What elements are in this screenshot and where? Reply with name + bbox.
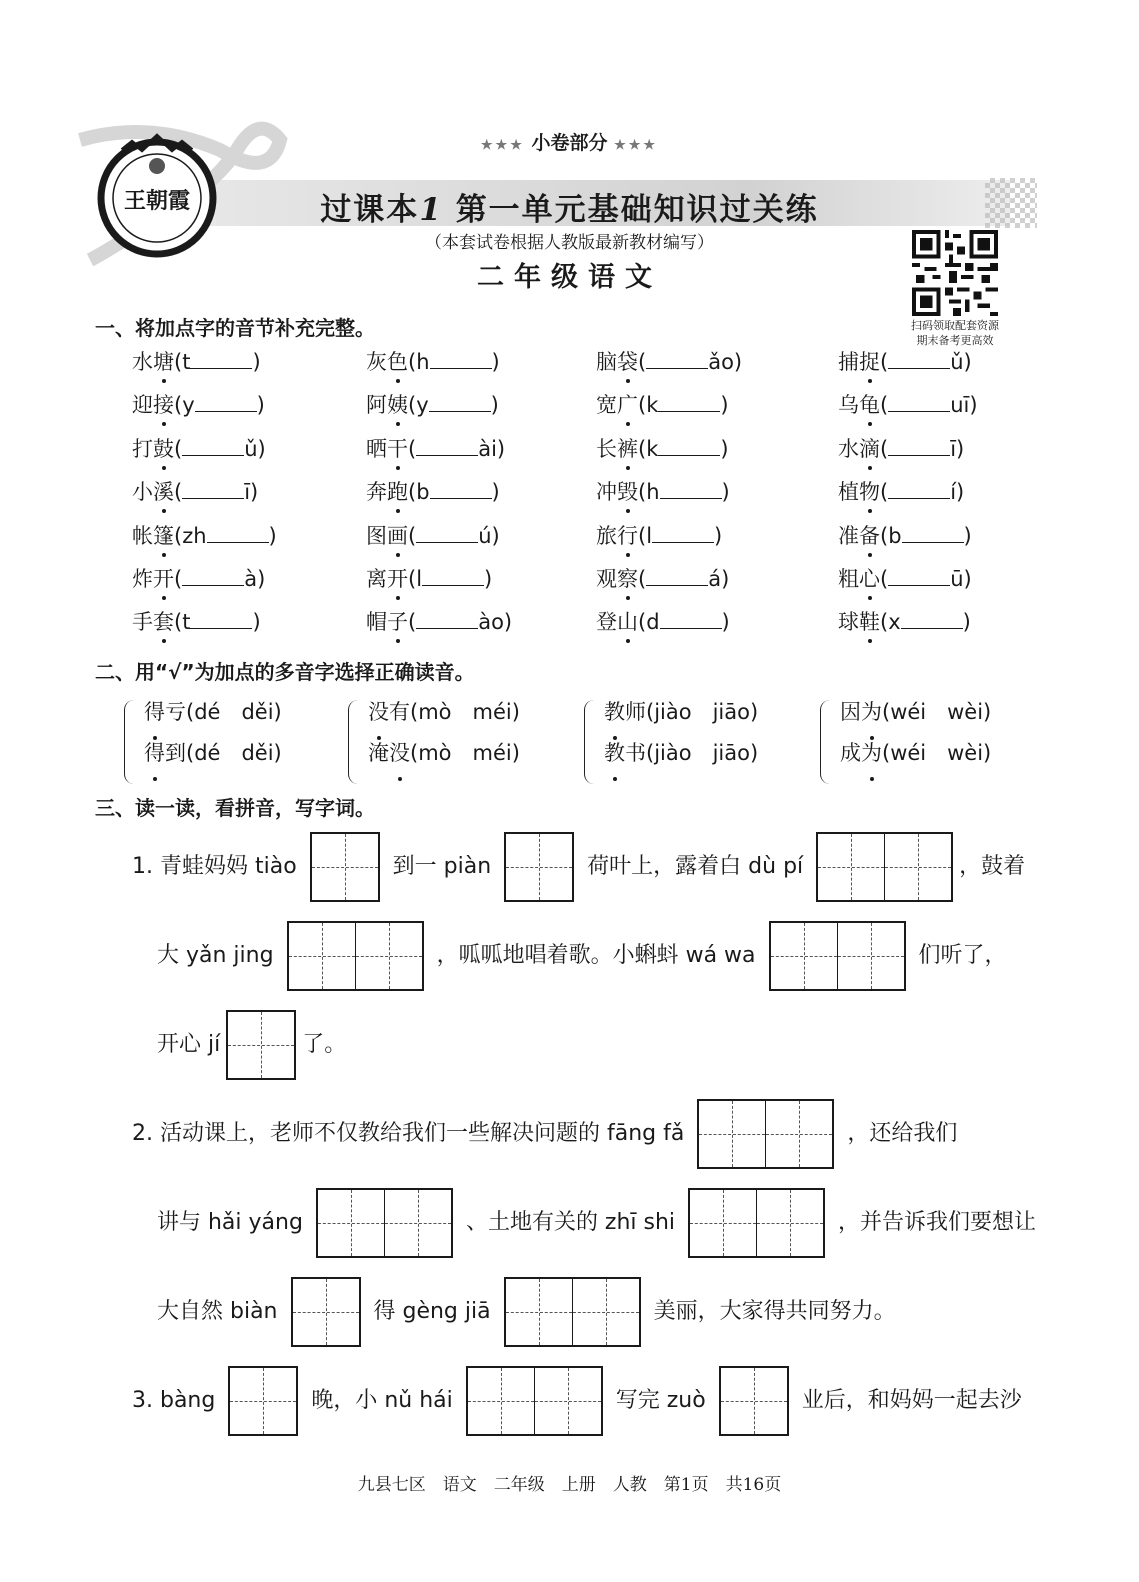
pinyin-item <box>838 476 964 506</box>
pinyin-item <box>132 389 265 419</box>
reading-options: (jiào jiāo) <box>646 700 759 724</box>
grade-subject: 二年级语文 <box>477 262 662 293</box>
dotted-char: 篷 <box>153 520 174 550</box>
dotted-char: 溪 <box>153 476 174 506</box>
polyphone-char: 教 <box>604 733 625 774</box>
pinyin-item <box>132 433 266 463</box>
plain-char: 晒 <box>366 436 387 461</box>
plain-char: 帐 <box>132 523 153 548</box>
section-tag <box>0 128 1139 155</box>
pinyin-suffix: ) <box>252 350 261 374</box>
pinyin-suffix: ) <box>714 523 723 548</box>
pinyin-item <box>596 346 742 376</box>
pinyin-prefix: (y <box>174 393 195 418</box>
p2-line1 <box>132 1099 957 1169</box>
pinyin-item <box>132 476 258 506</box>
p1-line2 <box>157 921 1007 991</box>
pinyin-prefix: (k <box>638 436 659 461</box>
plain-char: 长 <box>596 436 617 461</box>
pinyin-suffix: ū) <box>950 567 972 591</box>
subtitle: （本套试卷根据人教版最新教材编写） <box>425 233 714 253</box>
answer-blank[interactable] <box>888 395 950 412</box>
word-rest: 书 <box>625 741 646 765</box>
plain-char: 灰 <box>366 350 387 374</box>
plain-char: 观 <box>596 567 617 591</box>
pinyin-item <box>596 433 729 463</box>
answer-blank[interactable] <box>888 482 950 499</box>
writing-box-wawa[interactable] <box>769 921 906 991</box>
dotted-char: 姨 <box>387 389 408 419</box>
title-main: 第一单元基础知识过关练 <box>455 192 819 228</box>
pinyin-prefix: ( <box>880 480 889 505</box>
pinyin-item <box>366 433 505 463</box>
writing-box-dupi[interactable] <box>816 832 953 902</box>
pinyin-suffix: ) <box>963 523 972 548</box>
pinyin-item <box>838 520 972 550</box>
qr-code[interactable] <box>912 230 998 316</box>
section3-heading: 三、读一读，看拼音，写字词。 <box>95 796 375 820</box>
dotted-char: 备 <box>859 520 880 550</box>
pinyin-item <box>838 606 971 636</box>
polyphone-char: 没 <box>368 692 389 733</box>
pinyin-suffix: ài) <box>478 436 506 461</box>
pinyin-item <box>132 606 261 636</box>
reading-options: (mò méi) <box>410 700 520 724</box>
answer-blank[interactable] <box>888 352 950 369</box>
dotted-char: 干 <box>387 433 408 463</box>
p1-line1 <box>132 832 1025 902</box>
dotted-char: 色 <box>387 346 408 376</box>
pinyin-suffix: ) <box>256 393 265 418</box>
plain-char: 小 <box>132 480 153 505</box>
pinyin-suffix: ) <box>484 567 493 591</box>
pinyin-item <box>838 346 972 376</box>
answer-blank[interactable] <box>429 395 491 412</box>
pinyin-prefix: ( <box>408 436 417 461</box>
dotted-char: 开 <box>153 563 174 593</box>
writing-box-yanjing[interactable] <box>287 921 424 991</box>
polyphone-char: 淹 <box>368 741 389 765</box>
p1-text: 到一 piàn <box>392 854 492 879</box>
writing-box-bian[interactable] <box>291 1277 361 1347</box>
polyphone-option[interactable] <box>368 733 520 774</box>
pinyin-prefix: ( <box>880 393 889 418</box>
dotted-char: 物 <box>859 476 880 506</box>
polyphone-char: 因 <box>840 700 861 724</box>
logo-text: 王朝霞 <box>123 188 191 214</box>
pinyin-suffix: ú) <box>478 523 500 548</box>
answer-blank[interactable] <box>902 526 964 543</box>
star-decoration-right: ★★★ <box>614 138 659 153</box>
pinyin-item <box>838 389 978 419</box>
polyphone-char: 成 <box>840 741 861 765</box>
section2-heading: 二、用“√”为加点的多音字选择正确读音。 <box>95 660 475 684</box>
pinyin-item <box>596 389 729 419</box>
writing-box-nuhai[interactable] <box>466 1366 603 1436</box>
reading-options: (wéi wèi) <box>882 700 992 724</box>
dotted-char: 鞋 <box>859 606 880 636</box>
answer-blank[interactable] <box>182 439 244 456</box>
plain-char: 迎 <box>132 393 153 418</box>
pinyin-suffix: ) <box>268 523 277 548</box>
section-tag-label: 小卷部分 <box>531 132 608 154</box>
answer-blank[interactable] <box>195 395 257 412</box>
p2-line2 <box>157 1188 1036 1258</box>
p1-text: 们听了， <box>918 943 1007 968</box>
pinyin-prefix: (d <box>638 610 660 635</box>
answer-blank[interactable] <box>646 352 708 369</box>
pinyin-suffix: ) <box>720 436 729 461</box>
answer-blank[interactable] <box>660 612 722 629</box>
writing-box-fangfa[interactable] <box>697 1099 834 1169</box>
writing-box-bang[interactable] <box>228 1366 298 1436</box>
pinyin-suffix: ) <box>252 610 261 635</box>
pinyin-prefix: ( <box>880 567 889 591</box>
pinyin-prefix: (l <box>408 567 423 591</box>
pinyin-prefix: ( <box>174 567 183 591</box>
pinyin-suffix: ) <box>491 480 500 505</box>
answer-blank[interactable] <box>207 526 269 543</box>
word-rest: 为 <box>861 733 882 774</box>
qr-caption-1: 扫码领取配套资源 <box>911 319 999 332</box>
pinyin-prefix: (h <box>408 350 430 374</box>
pinyin-item <box>596 476 730 506</box>
p3-text: 晚，小 nǔ hái <box>311 1388 453 1413</box>
pinyin-item <box>132 346 261 376</box>
plain-char: 宽 <box>596 393 617 418</box>
pinyin-prefix: ( <box>408 610 417 635</box>
dotted-char: 裤 <box>617 433 638 463</box>
plain-char: 脑 <box>596 350 617 374</box>
title-number: 1 <box>419 192 443 228</box>
dotted-char: 察 <box>617 563 638 593</box>
answer-blank[interactable] <box>658 395 720 412</box>
answer-blank[interactable] <box>190 352 252 369</box>
pinyin-suffix: ) <box>721 480 730 505</box>
pinyin-item <box>366 346 500 376</box>
polyphone-option[interactable] <box>604 692 758 733</box>
answer-blank[interactable] <box>430 352 492 369</box>
dotted-char: 心 <box>859 563 880 593</box>
pinyin-suffix: ī) <box>244 480 259 505</box>
title-prefix: 过课本 <box>320 192 420 228</box>
answer-blank[interactable] <box>190 612 252 629</box>
dotted-char: 毁 <box>617 476 638 506</box>
answer-blank[interactable] <box>416 439 478 456</box>
dotted-char: 套 <box>153 606 174 636</box>
answer-blank[interactable] <box>182 569 244 586</box>
dotted-char: 捉 <box>859 346 880 376</box>
pinyin-prefix: (k <box>638 393 659 418</box>
pinyin-suffix: ) <box>491 350 500 374</box>
plain-char: 旅 <box>596 523 617 548</box>
pinyin-prefix: (b <box>880 523 902 548</box>
plain-char: 捕 <box>838 350 859 374</box>
reading-options: (jiào jiāo) <box>646 741 759 765</box>
pinyin-prefix: (t <box>174 350 191 374</box>
word-rest: 师 <box>625 700 646 724</box>
writing-box-tiao[interactable] <box>310 832 380 902</box>
word-rest: 亏 <box>165 700 186 724</box>
answer-blank[interactable] <box>416 612 478 629</box>
pinyin-item <box>596 606 730 636</box>
answer-blank[interactable] <box>646 569 708 586</box>
pinyin-prefix: (h <box>638 480 660 505</box>
plain-char: 植 <box>838 480 859 505</box>
pinyin-item <box>366 520 500 550</box>
pinyin-item <box>132 563 265 593</box>
p1-text: 荷叶上，露着白 dù pí <box>587 854 804 879</box>
writing-box-haiyang[interactable] <box>316 1188 453 1258</box>
dotted-char: 开 <box>387 563 408 593</box>
pinyin-suffix: ǎo) <box>708 350 743 374</box>
plain-char: 粗 <box>838 567 859 591</box>
plain-char: 乌 <box>838 393 859 418</box>
reading-options: (wéi wèi) <box>882 741 992 765</box>
plain-char: 帽 <box>366 610 387 635</box>
p2-text: 讲与 hǎi yáng <box>157 1210 303 1235</box>
answer-blank[interactable] <box>658 439 720 456</box>
polyphone-char: 得 <box>144 692 165 733</box>
plain-char: 炸 <box>132 567 153 591</box>
reading-options: (dé děi) <box>186 700 282 724</box>
answer-blank[interactable] <box>901 612 963 629</box>
dotted-char: 山 <box>617 606 638 636</box>
pinyin-suffix: uī) <box>950 393 978 418</box>
brace-icon <box>124 700 139 784</box>
plain-char: 登 <box>596 610 617 635</box>
p2-text: ，并告诉我们要想让 <box>838 1210 1037 1235</box>
writing-box-gengjia[interactable] <box>504 1277 641 1347</box>
plain-char: 准 <box>838 523 859 548</box>
pinyin-prefix: ( <box>638 350 647 374</box>
pinyin-prefix: ( <box>880 436 889 461</box>
polyphone-option[interactable] <box>840 692 991 733</box>
plain-char: 打 <box>132 436 153 461</box>
pinyin-item <box>132 520 277 550</box>
brace-icon <box>348 700 363 784</box>
answer-blank[interactable] <box>660 482 722 499</box>
pinyin-item <box>838 433 964 463</box>
polyphone-option[interactable] <box>144 692 282 733</box>
p3-line1 <box>132 1366 1022 1436</box>
writing-box-ji[interactable] <box>226 1010 296 1080</box>
plain-char: 手 <box>132 610 153 635</box>
word-rest: 没 <box>389 733 410 774</box>
pinyin-item <box>366 476 500 506</box>
p1-text: 开心 jí <box>157 1032 221 1057</box>
polyphone-option[interactable] <box>368 692 520 733</box>
word-rest: 为 <box>861 692 882 733</box>
plain-char: 水 <box>132 350 153 374</box>
answer-blank[interactable] <box>888 569 950 586</box>
p2-text: 2. 活动课上，老师不仅教给我们一些解决问题的 fāng fǎ <box>132 1121 685 1146</box>
pinyin-prefix: ( <box>408 523 417 548</box>
polyphone-option[interactable] <box>604 733 758 774</box>
answer-blank[interactable] <box>888 439 950 456</box>
p2-text: 得 gèng jiā <box>373 1299 491 1324</box>
p3-text: 3. bàng <box>132 1388 216 1413</box>
pinyin-suffix: ) <box>962 610 971 635</box>
pinyin-suffix: à) <box>244 567 266 591</box>
pinyin-prefix: (b <box>408 480 430 505</box>
p2-line3 <box>157 1277 896 1347</box>
dotted-char: 画 <box>387 520 408 550</box>
p1-text: 1. 青蛙妈妈 tiào <box>132 854 297 879</box>
reading-options: (mò méi) <box>410 741 520 765</box>
dotted-char: 鼓 <box>153 433 174 463</box>
plain-char: 球 <box>838 610 859 635</box>
pinyin-suffix: ) <box>721 610 730 635</box>
pinyin-suffix: ǔ) <box>244 436 266 461</box>
p1-line3 <box>157 1010 346 1080</box>
answer-blank[interactable] <box>422 569 484 586</box>
pinyin-suffix: ī) <box>950 436 965 461</box>
star-decoration-left: ★★★ <box>480 138 525 153</box>
pinyin-prefix: (zh <box>174 523 207 548</box>
writing-box-pian[interactable] <box>504 832 574 902</box>
pinyin-item <box>366 606 512 636</box>
p3-text: 业后，和妈妈一起去沙 <box>801 1388 1022 1413</box>
pinyin-item <box>596 520 722 550</box>
reading-options: (dé děi) <box>186 741 282 765</box>
dotted-char: 龟 <box>859 389 880 419</box>
pinyin-item <box>838 563 972 593</box>
pinyin-prefix: ( <box>880 350 889 374</box>
page-footer: 九县七区 语文 二年级 上册 人教 第1页 共16页 <box>357 1475 782 1495</box>
plain-char: 奔 <box>366 480 387 505</box>
dotted-char: 滴 <box>859 433 880 463</box>
polyphone-char: 教 <box>604 692 625 733</box>
plain-char: 离 <box>366 567 387 591</box>
section1-heading: 一、将加点字的音节补充完整。 <box>95 316 375 340</box>
p1-text: 了。 <box>302 1032 347 1057</box>
brace-icon <box>820 700 835 784</box>
pinyin-item <box>366 563 492 593</box>
answer-blank[interactable] <box>182 482 244 499</box>
pinyin-prefix: (t <box>174 610 191 635</box>
answer-blank[interactable] <box>430 482 492 499</box>
polyphone-option[interactable] <box>144 733 282 774</box>
pinyin-suffix: ) <box>720 393 729 418</box>
p2-text: 美丽，大家得共同努力。 <box>653 1299 896 1324</box>
writing-box-zhishi[interactable] <box>688 1188 825 1258</box>
pinyin-suffix: ào) <box>478 610 513 635</box>
plain-char: 图 <box>366 523 387 548</box>
word-rest: 有 <box>389 700 410 724</box>
pinyin-prefix: ( <box>638 567 647 591</box>
p1-text: ，呱呱地唱着歌。小蝌蚪 wá wa <box>436 943 756 968</box>
plain-char: 阿 <box>366 393 387 418</box>
word-rest: 到 <box>165 741 186 765</box>
dotted-char: 子 <box>387 606 408 636</box>
polyphone-option[interactable] <box>840 733 991 774</box>
writing-box-zuo[interactable] <box>719 1366 789 1436</box>
dotted-char: 跑 <box>387 476 408 506</box>
dotted-char: 塘 <box>153 346 174 376</box>
pinyin-suffix: á) <box>708 567 730 591</box>
pinyin-item <box>366 389 499 419</box>
pinyin-prefix: (x <box>880 610 901 635</box>
pinyin-prefix: (l <box>638 523 653 548</box>
page-title <box>0 184 1139 229</box>
p1-text: 大 yǎn jing <box>157 943 274 968</box>
p2-text: 大自然 biàn <box>157 1299 278 1324</box>
pinyin-prefix: ( <box>174 436 183 461</box>
answer-blank[interactable] <box>416 526 478 543</box>
pinyin-prefix: (y <box>408 393 429 418</box>
polyphone-char: 得 <box>144 733 165 774</box>
plain-char: 水 <box>838 436 859 461</box>
pinyin-suffix: ) <box>490 393 499 418</box>
dotted-char: 行 <box>617 520 638 550</box>
p2-text: ，还给我们 <box>847 1121 958 1146</box>
pinyin-suffix: í) <box>950 480 965 505</box>
brace-icon <box>584 700 599 784</box>
dotted-char: 袋 <box>617 346 638 376</box>
pinyin-prefix: ( <box>174 480 183 505</box>
dotted-char: 广 <box>617 389 638 419</box>
pinyin-suffix: ǔ) <box>950 350 972 374</box>
plain-char: 冲 <box>596 480 617 505</box>
p3-text: 写完 zuò <box>615 1388 706 1413</box>
p2-text: 、土地有关的 zhī shi <box>465 1210 676 1235</box>
p1-text: ，鼓着 <box>959 854 1026 879</box>
pinyin-item <box>596 563 729 593</box>
qr-caption-2: 期末备考更高效 <box>916 334 994 347</box>
dotted-char: 接 <box>153 389 174 419</box>
answer-blank[interactable] <box>652 526 714 543</box>
